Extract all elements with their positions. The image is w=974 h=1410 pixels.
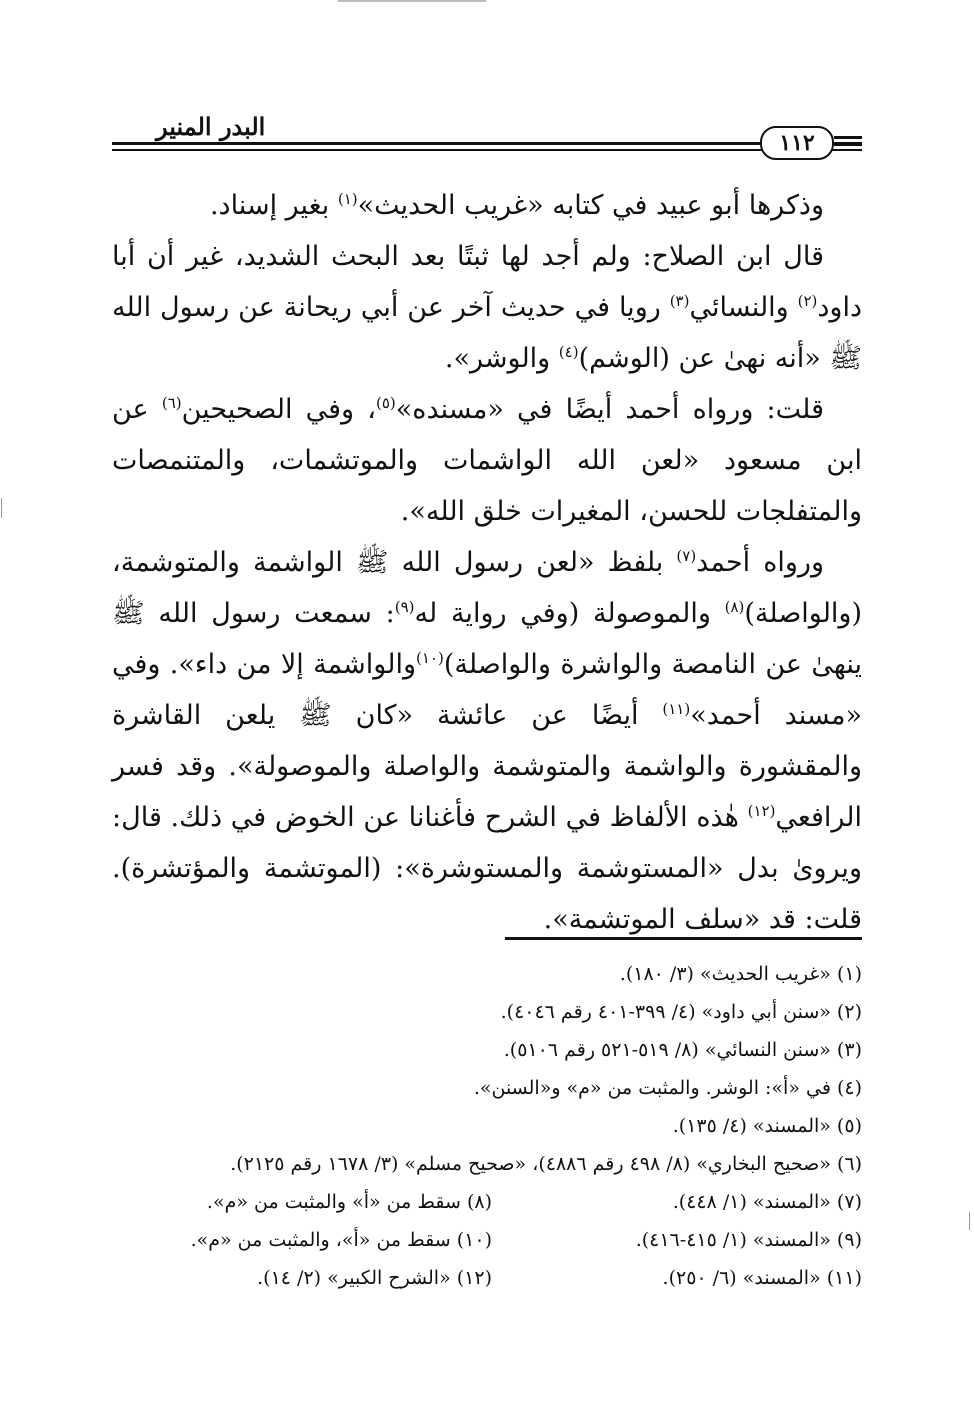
header-rule	[112, 149, 862, 151]
paragraph	[112, 231, 862, 384]
footnote: (٤) في «أ»: الوشر. والمثبت من «م» و«السنن».	[473, 1077, 862, 1099]
footnote-rule	[505, 937, 862, 940]
footnote-ref: (٤)	[558, 343, 579, 361]
footnote: (١١) «المسند» (٦/ ٢٥٠).	[662, 1267, 862, 1289]
text-run: والوشر».	[444, 343, 559, 374]
text-run: قلت: ورواه أحمد أيضًا في «مسنده»	[395, 394, 824, 425]
paragraph	[112, 384, 862, 537]
text-run: : سمعت رسول الله ﷺ ينهىٰ عن النامصة والواشرة والواصلة)	[112, 598, 862, 680]
footnote-ref: (٣)	[669, 292, 690, 310]
footnote-ref: (٢)	[797, 292, 818, 310]
footnote: (٨) سقط من «أ» والمثبت من «م».	[206, 1191, 492, 1213]
page-number: ١١٢	[760, 126, 834, 160]
footnotes	[112, 955, 862, 1297]
header-dash	[834, 136, 862, 139]
text-run: والنسائي	[689, 292, 798, 323]
text-run: والموصولة (وفي رواية له	[414, 598, 725, 629]
footnote-ref: (٥)	[376, 394, 396, 412]
header-dash	[834, 143, 862, 146]
text-run: وذكرها أبو عبيد في كتابه «غريب الحديث»	[357, 190, 824, 221]
footnote: (١٠) سقط من «أ»، والمثبت من «م».	[190, 1229, 492, 1251]
text-run: أيضًا عن عائشة «كان ﷺ يلعن القاشرة والمقشورة والواشمة والمتوشمة والواصلة والموصولة». وقد فسر الرافعي	[112, 700, 862, 833]
text-run: ، وفي الصحيحين	[181, 394, 376, 425]
footnote-ref: (٨)	[724, 598, 745, 616]
footnote: (٢) «سنن أبي داود» (٤/ ٣٩٩-٤٠١ رقم ٤٠٤٦).	[500, 1001, 862, 1023]
footnote: (١) «غريب الحديث» (٣/ ١٨٠).	[619, 963, 862, 985]
footnote: (١٢) «الشرح الكبير» (٢/ ١٤).	[257, 1267, 492, 1289]
footnote-ref: (٧)	[676, 547, 697, 565]
footnote-ref: (٦)	[161, 394, 182, 412]
page-header	[112, 112, 862, 158]
scan-top-mark	[338, 0, 486, 2]
footnote: (٩) «المسند» (١/ ٤١٥-٤١٦).	[635, 1229, 862, 1251]
footnote-ref: (١)	[337, 190, 358, 208]
footnote-ref: (١٠)	[416, 649, 444, 667]
footnote: (٦) «صحيح البخاري» (٨/ ٤٩٨ رقم ٤٨٨٦)، «صحيح مسلم» (٣/ ١٦٧٨ رقم ٢١٢٥).	[230, 1153, 862, 1175]
text-run: ورواه أحمد	[696, 547, 824, 578]
header-rule	[112, 142, 862, 145]
text-run: قال ابن الصلاح: ولم أجد لها ثبتًا بعد البحث الشديد، غير أن أبا داود	[112, 241, 862, 323]
main-text	[112, 180, 862, 945]
text-run: رويا في حديث آخر عن أبي ريحانة عن رسول الله ﷺ «أنه نهىٰ عن (الوشم)	[112, 292, 862, 374]
footnote-ref: (٩)	[394, 598, 415, 616]
footnote-grid	[112, 1183, 862, 1297]
paragraph	[112, 537, 862, 945]
scan-edge-mark	[969, 1212, 970, 1230]
footnote: (٧) «المسند» (١/ ٤٤٨).	[672, 1191, 862, 1213]
paragraph	[112, 180, 862, 231]
text-run: بلفظ «لعن رسول الله ﷺ الواشمة والمتوشمة، (والواصلة)	[112, 547, 862, 629]
text-run: والواشمة إلا من داء». وفي «مسند أحمد»	[112, 649, 862, 731]
footnote-ref: (١١)	[662, 700, 691, 718]
footnote-ref: (١٢)	[747, 802, 776, 820]
scan-edge-mark	[1, 498, 2, 518]
footnote: (٣) «سنن النسائي» (٨/ ٥١٩-٥٢١ رقم ٥١٠٦).	[503, 1039, 862, 1061]
footnote: (٥) «المسند» (٤/ ١٣٥).	[672, 1115, 862, 1137]
running-title: البدر المنير	[148, 112, 273, 142]
text-run: عن ابن مسعود «لعن الله الواشمات والموتشمات، والمتنمصات والمتفلجات للحسن، المغيرات خلق الله».	[112, 394, 862, 527]
text-run: بغير إسناد.	[209, 190, 338, 221]
text-run: هٰذه الألفاظ في الشرح فأغنانا عن الخوض في ذلك. قال: ويروىٰ بدل «المستوشمة والمستوشرة»: (الموتشمة والمؤتشرة). قلت: قد «سلف الموتشمة».	[112, 802, 862, 935]
